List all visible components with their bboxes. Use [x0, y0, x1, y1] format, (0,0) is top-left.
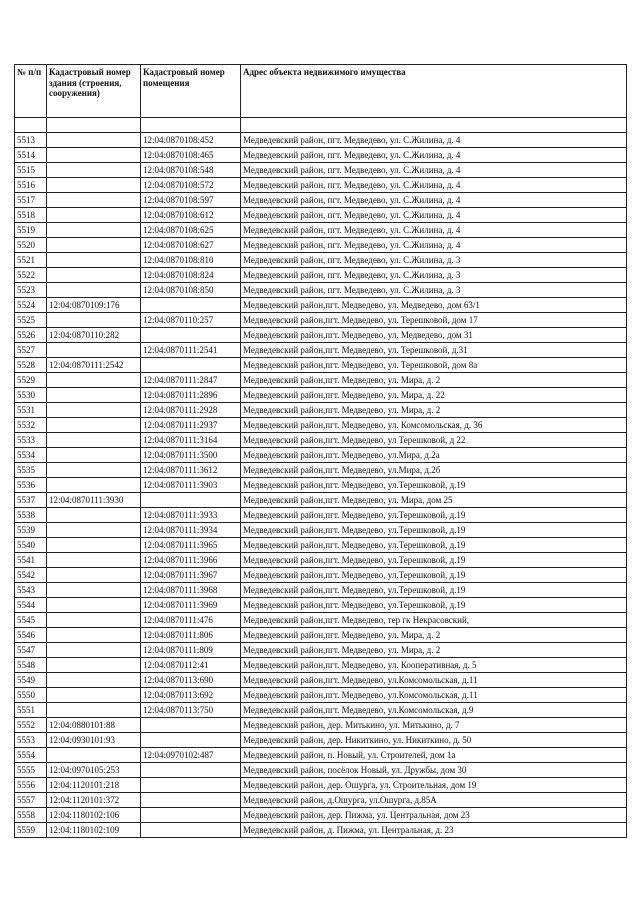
- table-row: [15, 403, 627, 418]
- cell-building-cadastral: 12:04:0970105:253: [47, 763, 141, 778]
- cell-number: 5519: [15, 223, 47, 238]
- table-row: [15, 268, 627, 283]
- cell-address: Медведевский район, дер. Митькино, ул. Митькино, д. 7: [241, 718, 627, 733]
- cell-premises-cadastral: 12:04:0870108:824: [141, 268, 241, 283]
- cell-number: 5522: [15, 268, 47, 283]
- cell-address: Медведевский район,пгт. Медведево, ул.Терешковой, д.19: [241, 523, 627, 538]
- cell-number: 5523: [15, 283, 47, 298]
- cell-number: 5533: [15, 433, 47, 448]
- cell-number: 5521: [15, 253, 47, 268]
- table-row: [15, 478, 627, 493]
- cell-number: 5540: [15, 538, 47, 553]
- cell-building-cadastral: [47, 343, 141, 358]
- table-row: [15, 643, 627, 658]
- cell-premises-cadastral: 12:04:0870108:612: [141, 208, 241, 223]
- cell-premises-cadastral: 12:04:0870113:692: [141, 688, 241, 703]
- cell-building-cadastral: [47, 418, 141, 433]
- cell-address: Медведевский район, дер. Пижма, ул. Центральная, дом 23: [241, 808, 627, 823]
- cell-address: Медведевский район, пгт. Медведево, ул. С.Жилина, д. 3: [241, 283, 627, 298]
- cell-address: Медведевский район,пгт. Медведево, ул. Терешковой, дом 17: [241, 313, 627, 328]
- cell-number: 5536: [15, 478, 47, 493]
- cell-building-cadastral: [47, 583, 141, 598]
- cell-premises-cadastral: [141, 328, 241, 343]
- cell-building-cadastral: 12:04:0930101:93: [47, 733, 141, 748]
- cell-address: Медведевский район,пгт. Медведево, ул. Терешковой, д.31: [241, 343, 627, 358]
- cell-building-cadastral: 12:04:1180102:109: [47, 823, 141, 838]
- cell-address: Медведевский район,пгт. Медведево, ул. Мира, д. 2: [241, 403, 627, 418]
- cell-premises-cadastral: [141, 718, 241, 733]
- cell-premises-cadastral: 12:04:0870111:3967: [141, 568, 241, 583]
- cell-number: 5537: [15, 493, 47, 508]
- table-row: [15, 298, 627, 313]
- table-row: [15, 148, 627, 163]
- cell-number: 5559: [15, 823, 47, 838]
- cell-building-cadastral: 12:04:1120101:218: [47, 778, 141, 793]
- cell-premises-cadastral: 12:04:0970102:487: [141, 748, 241, 763]
- cell-premises-cadastral: [141, 763, 241, 778]
- cell-address: Медведевский район,пгт. Медведево, ул. Комсомольская, д. 36: [241, 418, 627, 433]
- table-row: [15, 208, 627, 223]
- cell-address: Медведевский район, пгт. Медведево, ул. С.Жилина, д. 4: [241, 178, 627, 193]
- table-row: [15, 448, 627, 463]
- cell-building-cadastral: [47, 523, 141, 538]
- cell-number: 5531: [15, 403, 47, 418]
- cell-premises-cadastral: 12:04:0870108:548: [141, 163, 241, 178]
- cell-building-cadastral: [47, 478, 141, 493]
- cell-address: Медведевский район, дер. Никиткино, ул. Никиткино, д. 50: [241, 733, 627, 748]
- cell-premises-cadastral: 12:04:0870108:597: [141, 193, 241, 208]
- table-row: [15, 823, 627, 838]
- cell-building-cadastral: 12:04:0870111:2542: [47, 358, 141, 373]
- cell-address: Медведевский район,пгт. Медведево, ул.Мира, д.2б: [241, 463, 627, 478]
- cell-number: 5548: [15, 658, 47, 673]
- cell-address: Медведевский район,пгт. Медведево, ул.Терешковой, д.19: [241, 568, 627, 583]
- cell-address: Медведевский район, п. Новый, ул. Строителей, дом 1а: [241, 748, 627, 763]
- cell-building-cadastral: [47, 208, 141, 223]
- spacer-row: [15, 118, 627, 133]
- table-row: [15, 433, 627, 448]
- cell-number: 5534: [15, 448, 47, 463]
- table-row: [15, 328, 627, 343]
- cell-number: 5532: [15, 418, 47, 433]
- cell-premises-cadastral: 12:04:0870108:572: [141, 178, 241, 193]
- cell-number: 5541: [15, 553, 47, 568]
- cell-address: Медведевский район, пгт. Медведево, ул. С.Жилина, д. 4: [241, 223, 627, 238]
- cell-building-cadastral: [47, 373, 141, 388]
- cell-number: 5551: [15, 703, 47, 718]
- cell-premises-cadastral: [141, 733, 241, 748]
- cell-number: 5554: [15, 748, 47, 763]
- cell-address: Медведевский район, пгт. Медведево, ул. С.Жилина, д. 4: [241, 163, 627, 178]
- cell-number: 5518: [15, 208, 47, 223]
- table-row: [15, 703, 627, 718]
- header-building-cadastral: Кадастровый номер здания (строения, сооружения): [47, 65, 141, 118]
- cell-number: 5526: [15, 328, 47, 343]
- table-row: [15, 628, 627, 643]
- cell-number: 5527: [15, 343, 47, 358]
- cell-number: 5529: [15, 373, 47, 388]
- cell-premises-cadastral: [141, 823, 241, 838]
- cell-building-cadastral: [47, 268, 141, 283]
- cell-address: Медведевский район, пгт. Медведево, ул. С.Жилина, д. 4: [241, 238, 627, 253]
- cell-premises-cadastral: 12:04:0870111:3965: [141, 538, 241, 553]
- cell-number: 5547: [15, 643, 47, 658]
- cell-building-cadastral: [47, 553, 141, 568]
- cell-address: Медведевский район,пгт. Медведево, ул. Медведево, дом 31: [241, 328, 627, 343]
- cell-number: 5549: [15, 673, 47, 688]
- cell-building-cadastral: [47, 538, 141, 553]
- cell-building-cadastral: 12:04:0880101:88: [47, 718, 141, 733]
- cell-premises-cadastral: 12:04:0870111:3968: [141, 583, 241, 598]
- table-row: [15, 658, 627, 673]
- table-row: [15, 133, 627, 148]
- cell-address: Медведевский район, д. Пижма, ул. Центральная, д. 23: [241, 823, 627, 838]
- cell-building-cadastral: 12:04:0870109:176: [47, 298, 141, 313]
- cell-address: Медведевский район, дер. Ошурга, ул. Строительная, дом 19: [241, 778, 627, 793]
- table-row: [15, 763, 627, 778]
- cell-premises-cadastral: 12:04:0870111:3966: [141, 553, 241, 568]
- cell-premises-cadastral: 12:04:0870111:3903: [141, 478, 241, 493]
- table-row: [15, 583, 627, 598]
- cell-building-cadastral: [47, 598, 141, 613]
- header-premises-cadastral: Кадастровый номер помещения: [141, 65, 241, 118]
- cell-building-cadastral: [47, 508, 141, 523]
- table-row: [15, 538, 627, 553]
- cell-number: 5543: [15, 583, 47, 598]
- table-row: [15, 598, 627, 613]
- table-row: [15, 778, 627, 793]
- cell-number: 5517: [15, 193, 47, 208]
- table-row: [15, 613, 627, 628]
- cell-address: Медведевский район,пгт. Медведево, ул Терешковой, д 22: [241, 433, 627, 448]
- cell-address: Медведевский район,пгт. Медведево, ул.Терешковой, д.19: [241, 583, 627, 598]
- cell-building-cadastral: [47, 628, 141, 643]
- cell-building-cadastral: [47, 313, 141, 328]
- cell-number: 5555: [15, 763, 47, 778]
- table-row: [15, 358, 627, 373]
- table-header-row: [15, 65, 627, 118]
- cell-premises-cadastral: 12:04:0870113:690: [141, 673, 241, 688]
- table-row: [15, 493, 627, 508]
- cell-building-cadastral: [47, 673, 141, 688]
- cell-address: Медведевский район,пгт. Медведево, ул. Мира, дом 25: [241, 493, 627, 508]
- cell-premises-cadastral: 12:04:0870113:750: [141, 703, 241, 718]
- cell-address: Медведевский район, пгт. Медведево, ул. С.Жилина, д. 4: [241, 148, 627, 163]
- table-row: [15, 223, 627, 238]
- cell-premises-cadastral: 12:04:0870111:3934: [141, 523, 241, 538]
- cell-address: Медведевский район,пгт. Медведево, ул. Кооперативная, д. 5: [241, 658, 627, 673]
- cell-premises-cadastral: 12:04:0870108:810: [141, 253, 241, 268]
- cell-address: Медведевский район, посёлок Новый, ул. Дружбы, дом 30: [241, 763, 627, 778]
- cell-premises-cadastral: 12:04:0870108:625: [141, 223, 241, 238]
- table-body: [15, 118, 627, 838]
- cell-building-cadastral: [47, 148, 141, 163]
- cell-address: Медведевский район, д.Ошурга, ул.Ошурга, д.85А: [241, 793, 627, 808]
- cell-building-cadastral: 12:04:1180102:106: [47, 808, 141, 823]
- cell-premises-cadastral: [141, 298, 241, 313]
- cell-address: Медведевский район,пгт. Медведево, ул.Терешковой, д.19: [241, 508, 627, 523]
- table-row: [15, 253, 627, 268]
- cell-address: Медведевский район, пгт. Медведево, ул. С.Жилина, д. 4: [241, 193, 627, 208]
- cell-building-cadastral: [47, 748, 141, 763]
- table-row: [15, 808, 627, 823]
- cell-premises-cadastral: 12:04:0870111:2928: [141, 403, 241, 418]
- cell-number: 5544: [15, 598, 47, 613]
- table-row: [15, 733, 627, 748]
- cell-address: Медведевский район,пгт. Медведево, ул.Комсомольская, д.11: [241, 673, 627, 688]
- cell-building-cadastral: [47, 388, 141, 403]
- cell-building-cadastral: [47, 463, 141, 478]
- cell-number: 5530: [15, 388, 47, 403]
- cell-number: 5528: [15, 358, 47, 373]
- cell-address: Медведевский район,пгт. Медведево, ул.Комсомольская, д.9: [241, 703, 627, 718]
- cell-address: Медведевский район, пгт. Медведево, ул. С.Жилина, д. 4: [241, 208, 627, 223]
- table-row: [15, 343, 627, 358]
- table-row: [15, 568, 627, 583]
- cell-address: Медведевский район,пгт. Медведево, ул. Мира, д. 2: [241, 373, 627, 388]
- cell-building-cadastral: [47, 613, 141, 628]
- cell-address: Медведевский район,пгт. Медведево, ул.Терешковой, д.19: [241, 598, 627, 613]
- cell-address: Медведевский район, пгт. Медведево, ул. С.Жилина, д. 3: [241, 253, 627, 268]
- cell-building-cadastral: [47, 253, 141, 268]
- cell-premises-cadastral: 12:04:0870108:465: [141, 148, 241, 163]
- table-row: [15, 313, 627, 328]
- cell-address: Медведевский район,пгт. Медведево, ул.Терешковой, д.19: [241, 538, 627, 553]
- cell-number: 5535: [15, 463, 47, 478]
- cell-address: Медведевский район,пгт. Медведево, ул.Терешковой, д.19: [241, 478, 627, 493]
- table-row: [15, 388, 627, 403]
- cell-premises-cadastral: 12:04:0870111:806: [141, 628, 241, 643]
- cell-number: 5516: [15, 178, 47, 193]
- cell-building-cadastral: [47, 238, 141, 253]
- cell-premises-cadastral: 12:04:0870111:2937: [141, 418, 241, 433]
- cell-premises-cadastral: [141, 358, 241, 373]
- table-row: [15, 283, 627, 298]
- cell-building-cadastral: 12:04:0870111:3930: [47, 493, 141, 508]
- cell-number: 5558: [15, 808, 47, 823]
- table-row: [15, 793, 627, 808]
- cell-address: Медведевский район,пгт. Медведево, ул.Терешковой, д.19: [241, 553, 627, 568]
- table-row: [15, 373, 627, 388]
- cell-premises-cadastral: [141, 793, 241, 808]
- cell-premises-cadastral: [141, 493, 241, 508]
- cell-premises-cadastral: 12:04:0870111:2541: [141, 343, 241, 358]
- table-row: [15, 238, 627, 253]
- cell-building-cadastral: [47, 223, 141, 238]
- cell-premises-cadastral: 12:04:0870111:476: [141, 613, 241, 628]
- cell-address: Медведевский район,пгт. Медведево, ул. Мира, д. 2: [241, 643, 627, 658]
- cell-premises-cadastral: [141, 808, 241, 823]
- cell-number: 5557: [15, 793, 47, 808]
- cell-number: 5513: [15, 133, 47, 148]
- cell-building-cadastral: [47, 703, 141, 718]
- cell-number: 5550: [15, 688, 47, 703]
- cell-building-cadastral: [47, 643, 141, 658]
- cell-number: 5552: [15, 718, 47, 733]
- cell-premises-cadastral: 12:04:0870108:850: [141, 283, 241, 298]
- cell-building-cadastral: [47, 133, 141, 148]
- cell-number: 5556: [15, 778, 47, 793]
- table-row: [15, 523, 627, 538]
- cell-building-cadastral: [47, 403, 141, 418]
- cadastral-table: [14, 64, 627, 838]
- cell-premises-cadastral: 12:04:0870108:452: [141, 133, 241, 148]
- cell-premises-cadastral: 12:04:0870111:3612: [141, 463, 241, 478]
- cell-premises-cadastral: 12:04:0870111:3164: [141, 433, 241, 448]
- cell-premises-cadastral: [141, 778, 241, 793]
- table-row: [15, 553, 627, 568]
- cell-premises-cadastral: 12:04:0870112:41: [141, 658, 241, 673]
- cell-building-cadastral: [47, 448, 141, 463]
- table-row: [15, 748, 627, 763]
- cell-premises-cadastral: 12:04:0870111:3933: [141, 508, 241, 523]
- cell-address: Медведевский район,пгт. Медведево, ул. Терешковой, дом 8а: [241, 358, 627, 373]
- cell-number: 5515: [15, 163, 47, 178]
- cell-premises-cadastral: 12:04:0870111:809: [141, 643, 241, 658]
- cell-building-cadastral: [47, 163, 141, 178]
- cell-number: 5546: [15, 628, 47, 643]
- cell-building-cadastral: [47, 433, 141, 448]
- header-num: № п/п: [15, 65, 47, 118]
- cell-premises-cadastral: 12:04:0870111:3500: [141, 448, 241, 463]
- cell-premises-cadastral: 12:04:0870111:2896: [141, 388, 241, 403]
- cell-building-cadastral: [47, 658, 141, 673]
- cell-number: 5538: [15, 508, 47, 523]
- cell-premises-cadastral: 12:04:0870111:3969: [141, 598, 241, 613]
- cell-address: Медведевский район,пгт. Медведево, ул.Мира, д.2а: [241, 448, 627, 463]
- cell-building-cadastral: [47, 283, 141, 298]
- cell-number: 5539: [15, 523, 47, 538]
- cell-number: 5545: [15, 613, 47, 628]
- cell-address: Медведевский район,пгт. Медведево, ул. Мира, д. 2: [241, 628, 627, 643]
- cell-address: Медведевский район,пгт. Медведево, ул.Комсомольская, д.11: [241, 688, 627, 703]
- table-row: [15, 193, 627, 208]
- cell-building-cadastral: [47, 568, 141, 583]
- cell-building-cadastral: 12:04:0870110:282: [47, 328, 141, 343]
- cell-address: Медведевский район, пгт. Медведево, ул. С.Жилина, д. 3: [241, 268, 627, 283]
- table-row: [15, 178, 627, 193]
- cell-building-cadastral: [47, 193, 141, 208]
- cell-premises-cadastral: 12:04:0870110:257: [141, 313, 241, 328]
- table-row: [15, 688, 627, 703]
- cell-number: 5525: [15, 313, 47, 328]
- cell-building-cadastral: [47, 688, 141, 703]
- cell-building-cadastral: [47, 178, 141, 193]
- cell-address: Медведевский район,пгт. Медведево, ул. Мира, д. 22: [241, 388, 627, 403]
- table-row: [15, 673, 627, 688]
- cell-number: 5524: [15, 298, 47, 313]
- header-address: Адрес объекта недвижимого имущества: [241, 65, 627, 118]
- cell-number: 5553: [15, 733, 47, 748]
- table-row: [15, 463, 627, 478]
- cell-premises-cadastral: 12:04:0870111:2847: [141, 373, 241, 388]
- table-row: [15, 508, 627, 523]
- cell-address: Медведевский район,пгт. Медведево, ул. Медведево, дом 63/1: [241, 298, 627, 313]
- cell-number: 5520: [15, 238, 47, 253]
- cell-premises-cadastral: 12:04:0870108:627: [141, 238, 241, 253]
- table-row: [15, 418, 627, 433]
- cell-address: Медведевский район, пгт. Медведево, ул. С.Жилина, д. 4: [241, 133, 627, 148]
- table-row: [15, 718, 627, 733]
- cell-building-cadastral: 12:04:1120101:372: [47, 793, 141, 808]
- cell-number: 5514: [15, 148, 47, 163]
- cell-number: 5542: [15, 568, 47, 583]
- cell-address: Медведевский район,пгт. Медведево, тер гк Некрасовский,: [241, 613, 627, 628]
- table-row: [15, 163, 627, 178]
